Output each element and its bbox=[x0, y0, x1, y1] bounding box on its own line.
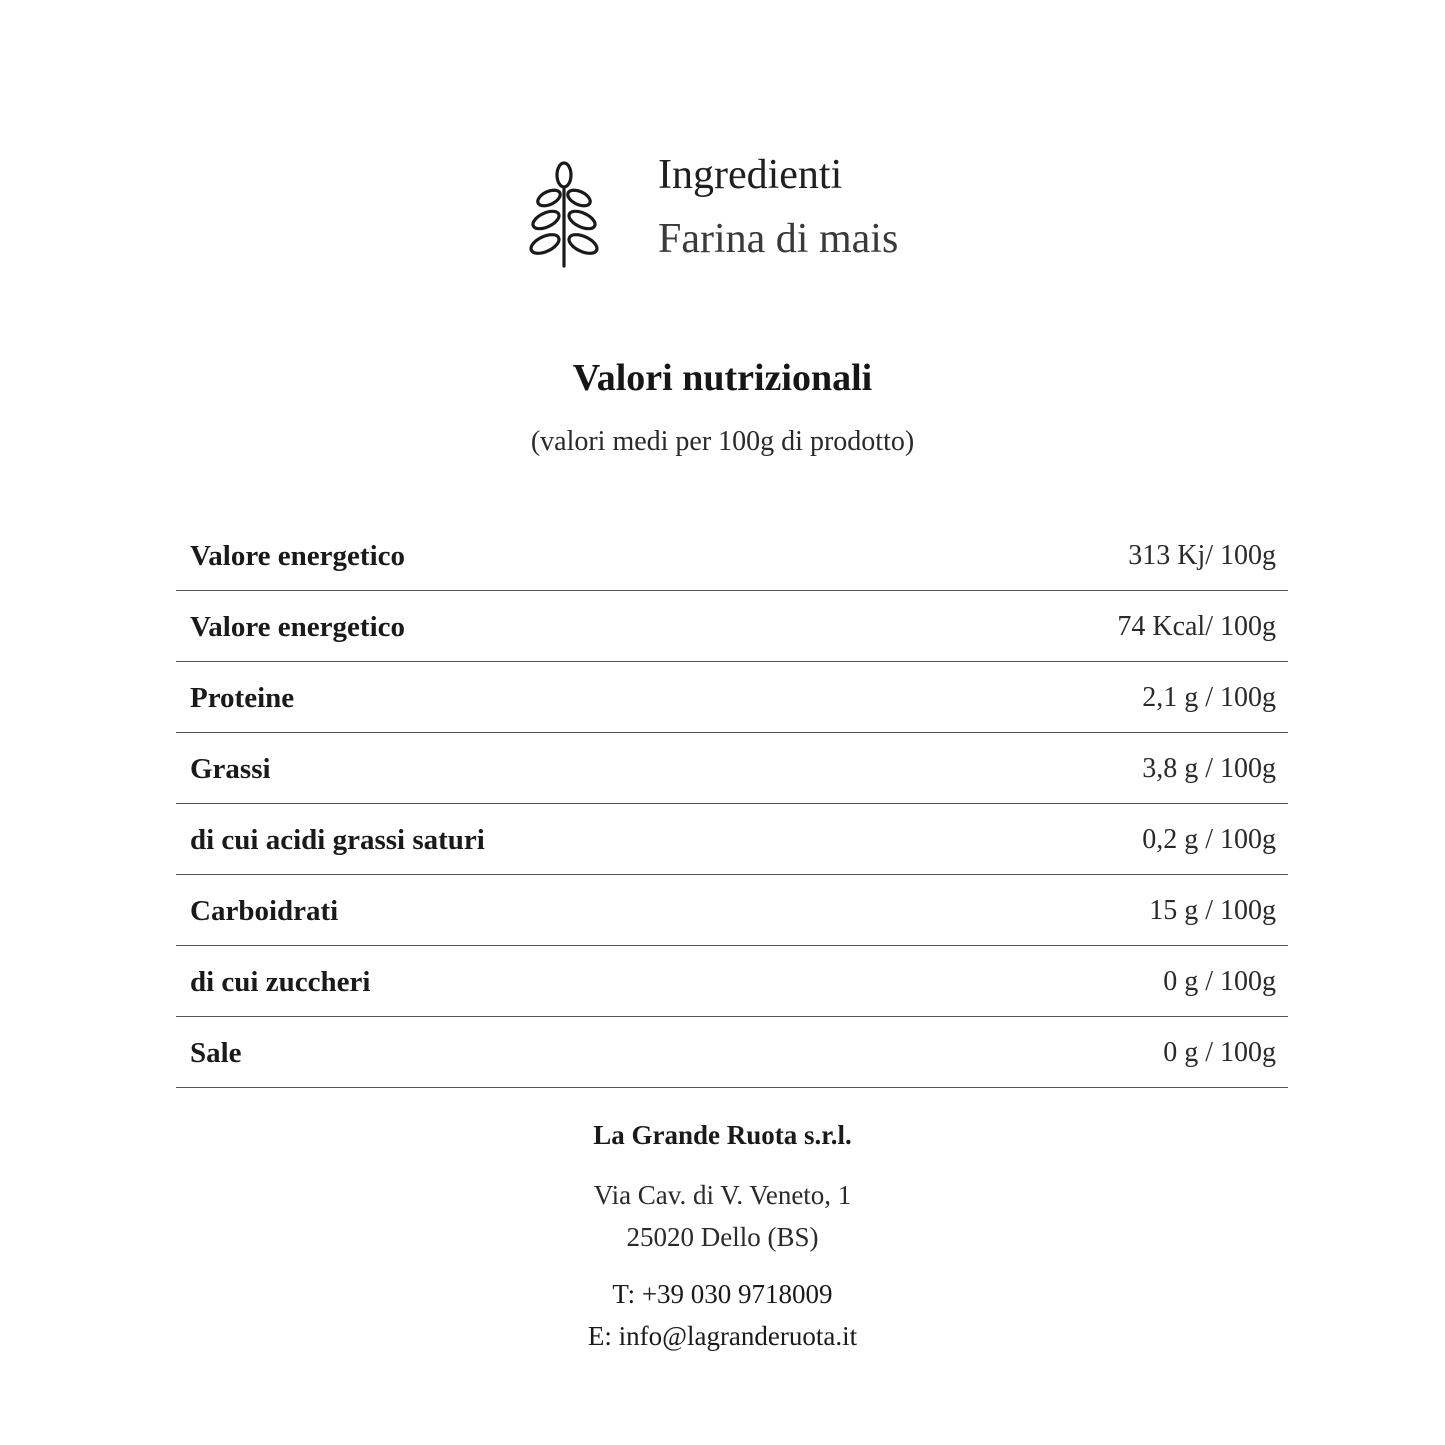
table-row bbox=[176, 875, 1288, 946]
table-row bbox=[176, 520, 1288, 591]
ingredients-section bbox=[525, 150, 1005, 275]
nutrient-label: Carboidrati bbox=[190, 895, 339, 927]
nutrient-value: 15 g / 100g bbox=[1149, 895, 1276, 926]
nutrition-subtitle: (valori medi per 100g di prodotto) bbox=[530, 426, 915, 457]
company-name: La Grande Ruota s.r.l. bbox=[593, 1120, 852, 1150]
company-address bbox=[0, 1174, 1445, 1258]
nutrient-label: Valore energetico bbox=[190, 540, 406, 572]
table-row bbox=[176, 591, 1288, 662]
nutrient-value: 3,8 g / 100g bbox=[1142, 753, 1276, 784]
nutrient-value: 0 g / 100g bbox=[1163, 1037, 1276, 1068]
nutrient-value: 74 Kcal/ 100g bbox=[1117, 611, 1276, 642]
nutrient-label: Valore energetico bbox=[190, 611, 406, 643]
nutrient-value: 0 g / 100g bbox=[1163, 966, 1276, 997]
nutrient-value: 313 Kj/ 100g bbox=[1128, 540, 1276, 571]
email-address: E: info@lagranderuota.it bbox=[587, 1321, 858, 1351]
table-row bbox=[176, 946, 1288, 1017]
nutrition-table bbox=[176, 520, 1288, 1088]
phone-number: T: +39 030 9718009 bbox=[612, 1279, 833, 1309]
nutrient-label: Sale bbox=[190, 1037, 242, 1069]
nutrient-value: 2,1 g / 100g bbox=[1142, 682, 1276, 713]
nutrient-label: di cui acidi grassi saturi bbox=[190, 824, 485, 856]
nutrient-value: 0,2 g / 100g bbox=[1142, 824, 1276, 855]
ingredients-title: Ingredienti bbox=[658, 152, 843, 198]
nutrient-label: Proteine bbox=[190, 682, 295, 714]
company-contacts bbox=[0, 1273, 1445, 1357]
ingredients-value: Farina di mais bbox=[658, 216, 899, 262]
nutrient-label: Grassi bbox=[190, 753, 271, 785]
table-row bbox=[176, 733, 1288, 804]
nutrient-label: di cui zuccheri bbox=[190, 966, 371, 998]
address-line: 25020 Dello (BS) bbox=[626, 1222, 819, 1252]
address-line: Via Cav. di V. Veneto, 1 bbox=[593, 1180, 852, 1210]
nutrition-title: Valori nutrizionali bbox=[572, 357, 873, 399]
table-row bbox=[176, 662, 1288, 733]
table-row bbox=[176, 804, 1288, 875]
table-row bbox=[176, 1017, 1288, 1088]
wheat-icon bbox=[525, 160, 603, 268]
